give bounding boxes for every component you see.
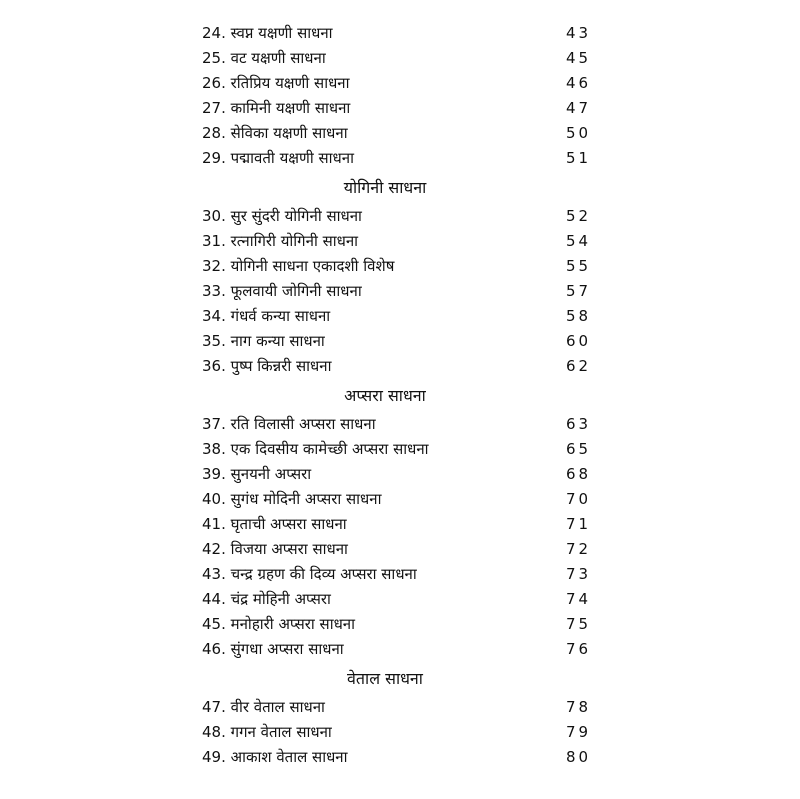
toc-entry-label [202, 562, 417, 587]
toc-entry-label [202, 279, 362, 304]
section-heading-text: योगिनी साधना [343, 178, 427, 197]
toc-entry-number: 48. [202, 723, 226, 741]
toc-entry-number: 47. [202, 698, 226, 716]
toc-entry-page-number: 73 [566, 565, 592, 583]
toc-entry [0, 46, 800, 71]
section-heading [0, 171, 800, 204]
toc-entry [0, 512, 800, 537]
toc-entry-title: नाग कन्या साधना [230, 332, 325, 350]
toc-entry-label [202, 96, 350, 121]
toc-entry [0, 637, 800, 662]
toc-entry-page-number: 50 [566, 124, 592, 142]
toc-entry-page-number: 45 [566, 49, 592, 67]
toc-entry-title: रति विलासी अप्सरा साधना [230, 415, 376, 433]
toc-entry-title: पद्मावती यक्षणी साधना [230, 149, 354, 167]
section-heading [0, 379, 800, 412]
toc-entry-title: कामिनी यक्षणी साधना [230, 99, 351, 117]
toc-entry-page-number: 47 [566, 99, 592, 117]
toc-entry-title: वीर वेताल साधना [230, 698, 325, 716]
toc-entry-number: 27. [202, 99, 226, 117]
section-heading-text: वेताल साधना [347, 669, 423, 688]
toc-entry [0, 304, 800, 329]
toc-entry-title: सुंगधा अप्सरा साधना [230, 640, 344, 658]
toc-entry [0, 354, 800, 379]
toc-entry-number: 41. [202, 515, 226, 533]
toc-entry-page-number: 65 [566, 440, 592, 458]
toc-entry-page-number: 63 [566, 415, 592, 433]
toc-entry-number: 38. [202, 440, 226, 458]
toc-entry-label [202, 21, 333, 46]
toc-entry [0, 587, 800, 612]
toc-entry-number: 46. [202, 640, 226, 658]
toc-entry-title: रतिप्रिय यक्षणी साधना [230, 74, 350, 92]
toc-entry-title: एक दिवसीय कामेच्छी अप्सरा साधना [230, 440, 429, 458]
toc-entry-number: 35. [202, 332, 226, 350]
toc-entry-label [202, 437, 429, 462]
toc-entry-number: 26. [202, 74, 226, 92]
toc-entry-page-number: 68 [566, 465, 592, 483]
toc-entry [0, 562, 800, 587]
toc-entry-page-number: 79 [566, 723, 592, 741]
toc-entry-page-number: 80 [566, 748, 592, 766]
toc-entry-page-number: 78 [566, 698, 592, 716]
toc-entry-number: 29. [202, 149, 226, 167]
toc-entry [0, 254, 800, 279]
toc-entry-title: रत्नागिरी योगिनी साधना [230, 232, 359, 250]
toc-entry-title: सुनयनी अप्सरा [230, 465, 312, 483]
toc-entry [0, 279, 800, 304]
toc-entry-number: 32. [202, 257, 226, 275]
toc-entry-label [202, 512, 347, 537]
section-heading [0, 662, 800, 695]
toc-entry-label [202, 229, 358, 254]
toc-entry [0, 537, 800, 562]
toc-entry [0, 437, 800, 462]
toc-entry-title: मनोहारी अप्सरा साधना [230, 615, 356, 633]
toc-entry-page-number: 52 [566, 207, 592, 225]
toc-entry-page-number: 62 [566, 357, 592, 375]
toc-entry-page-number: 70 [566, 490, 592, 508]
toc-entry [0, 229, 800, 254]
toc-entry-page-number: 71 [566, 515, 592, 533]
toc-entry-label [202, 412, 376, 437]
toc-entry [0, 146, 800, 171]
toc-entry-page-number: 57 [566, 282, 592, 300]
toc-entry-number: 44. [202, 590, 226, 608]
toc-entry-label [202, 146, 354, 171]
toc-entry-label [202, 695, 325, 720]
toc-entry [0, 204, 800, 229]
toc-entry-label [202, 587, 331, 612]
toc-entry-number: 33. [202, 282, 226, 300]
toc-entry-label [202, 121, 348, 146]
toc-entry-title: सुर सुंदरी योगिनी साधना [230, 207, 362, 225]
toc-entry-page-number: 74 [566, 590, 592, 608]
toc-entry-label [202, 329, 325, 354]
toc-entry-page-number: 75 [566, 615, 592, 633]
toc-entry-title: चंद्र मोहिनी अप्सरा [230, 590, 331, 608]
toc-entry-number: 39. [202, 465, 226, 483]
toc-entry-number: 24. [202, 24, 226, 42]
toc-entry [0, 695, 800, 720]
toc-entry-label [202, 745, 348, 770]
toc-entry-title: घृताची अप्सरा साधना [230, 515, 347, 533]
toc-entry [0, 412, 800, 437]
toc-entry-label [202, 304, 330, 329]
toc-entry [0, 71, 800, 96]
toc-entry-number: 36. [202, 357, 226, 375]
toc-entry-number: 30. [202, 207, 226, 225]
toc-entry-page-number: 51 [566, 149, 592, 167]
toc-entry-label [202, 720, 332, 745]
toc-entry-label [202, 71, 350, 96]
toc-entry-title: आकाश वेताल साधना [230, 748, 348, 766]
toc-entry-label [202, 537, 348, 562]
toc-entry [0, 745, 800, 770]
toc-entry-label [202, 612, 355, 637]
toc-entry-title: गगन वेताल साधना [230, 723, 332, 741]
toc-entry-number: 45. [202, 615, 226, 633]
toc-entry [0, 329, 800, 354]
toc-entry-label [202, 254, 394, 279]
toc-entry-title: स्वप्न यक्षणी साधना [230, 24, 333, 42]
toc-entry [0, 487, 800, 512]
toc-entry-label [202, 46, 326, 71]
toc-entry [0, 720, 800, 745]
toc-entry [0, 462, 800, 487]
toc-entry-label [202, 637, 344, 662]
toc-entry-number: 31. [202, 232, 226, 250]
toc-entry-number: 49. [202, 748, 226, 766]
toc-entry-page-number: 54 [566, 232, 592, 250]
toc-entry [0, 612, 800, 637]
toc-entry-number: 34. [202, 307, 226, 325]
toc-entry-number: 43. [202, 565, 226, 583]
toc-entry [0, 96, 800, 121]
toc-entry-page-number: 43 [566, 24, 592, 42]
toc-entry-page-number: 76 [566, 640, 592, 658]
toc-entry-page-number: 55 [566, 257, 592, 275]
toc-entry-page-number: 60 [566, 332, 592, 350]
toc-entry-label [202, 354, 331, 379]
toc-entry-title: वट यक्षणी साधना [230, 49, 326, 67]
toc-entry-label [202, 487, 381, 512]
table-of-contents [0, 21, 800, 770]
toc-entry-number: 37. [202, 415, 226, 433]
toc-entry-label [202, 204, 362, 229]
toc-entry-title: चन्द्र ग्रहण की दिव्य अप्सरा साधना [230, 565, 417, 583]
toc-entry-page-number: 46 [566, 74, 592, 92]
toc-entry-number: 25. [202, 49, 226, 67]
toc-entry-title: फूलवायी जोगिनी साधना [230, 282, 362, 300]
section-heading-text: अप्सरा साधना [344, 386, 426, 405]
toc-entry-number: 42. [202, 540, 226, 558]
toc-entry-page-number: 72 [566, 540, 592, 558]
toc-entry-page-number: 58 [566, 307, 592, 325]
toc-entry-number: 28. [202, 124, 226, 142]
toc-entry [0, 121, 800, 146]
toc-entry [0, 21, 800, 46]
toc-entry-title: सुगंध मोदिनी अप्सरा साधना [230, 490, 382, 508]
toc-entry-title: सेविका यक्षणी साधना [230, 124, 348, 142]
toc-entry-title: विजया अप्सरा साधना [230, 540, 348, 558]
toc-entry-label [202, 462, 311, 487]
toc-entry-number: 40. [202, 490, 226, 508]
toc-entry-title: योगिनी साधना एकादशी विशेष [230, 257, 395, 275]
toc-entry-title: गंधर्व कन्या साधना [230, 307, 331, 325]
toc-entry-title: पुष्प किन्नरी साधना [230, 357, 332, 375]
